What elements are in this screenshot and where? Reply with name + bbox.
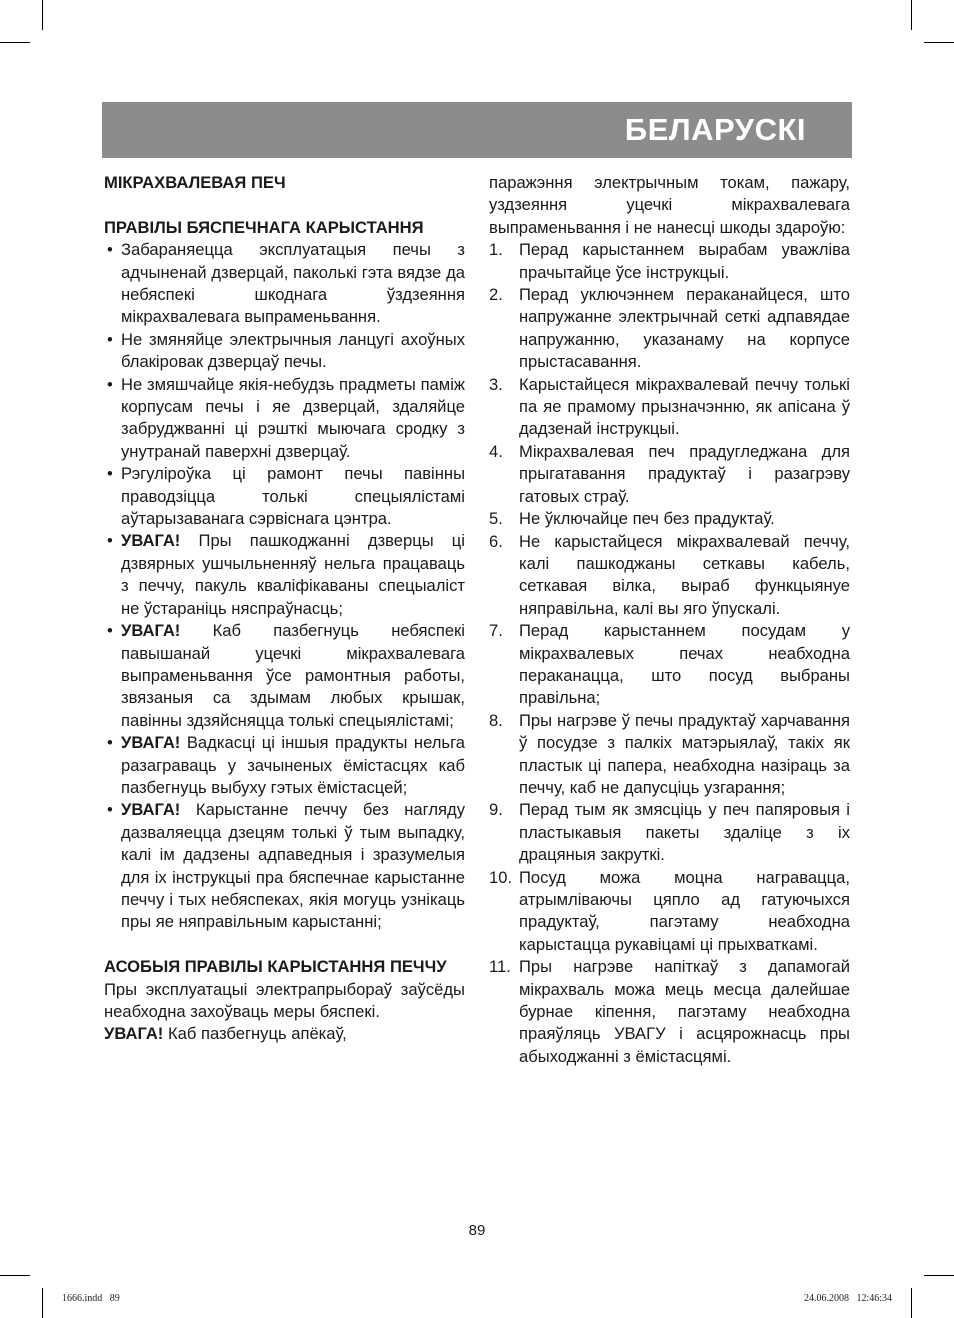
crop-mark [911, 1288, 912, 1318]
bullet-item: • Не змяшчайце якія-небудзь прадметы паміж корпусам печы і яе дзверцай, здаляйце забруджванні ці рэшткі мыючага сродку з унутранай паверхні дзверцаў. [107, 374, 465, 461]
intro-paragraph: Пры эксплуатацыі электрапрыбораў заўсёды неабходна захоўваць меры бяспекі. [104, 979, 465, 1021]
language-title: БЕЛАРУСКІ [624, 112, 806, 147]
bullet-item: • УВАГА! Пры пашкоджанні дзверцы ці дзвярных ушчыльненняў нельга працаваць з печчу, пакуль кваліфікаваны спецыаліст не ўстараніць няспраўнасць; [107, 531, 465, 618]
crop-mark [924, 1275, 954, 1276]
footer-datetime: 24.06.2008 12:46:34 [803, 1293, 892, 1304]
numbered-list [489, 239, 850, 1068]
crop-mark [924, 42, 954, 43]
right-column [489, 172, 850, 1068]
left-column [104, 172, 465, 1046]
numbered-item: 8. Пры нагрэве ў печы прадуктаў харчавання ў посудзе з палкіх матэрыялаў, такіх як пластык ці папера, неабходна назіраць за печчу, каб не дапусціць узгарання; [489, 710, 850, 797]
numbered-item: 9. Перад тым як змясціць у печ папяровыя і пластыкавыя пакеты здаліце з іх драцяныя закруткі. [489, 800, 850, 865]
numbered-item: 1. Перад карыстаннем вырабам уважліва прачытайце ўсе інструкцыі. [489, 240, 850, 282]
bullet-item: • УВАГА! Карыстанне печчу без нагляду дазваляецца дзецям толькі ў тым выпадку, калі ім дадзены адпаведныя і зразумелыя для іх інструкцыі пра бяспечнае карыстанне печчу і тых небяспеках, якія могуць узнікаць пры яе няправільным карыстанні; [107, 800, 465, 932]
crop-mark [911, 0, 912, 30]
numbered-item: 10. Посуд можа моцна награвацца, атрымліваючы цяпло ад гатуючыхся прадуктаў, пагэтаму неабходна карыстацца рукавіцамі ці прыхваткамі. [489, 867, 850, 954]
footer-file: 1666.indd 89 [62, 1293, 120, 1304]
numbered-item: 5. Не ўключайце печ без прадуктаў. [489, 509, 775, 529]
bullet-item: • УВАГА! Вадкасці ці іншыя прадукты нельга разаграваць у зачыненых ёмістасцях каб пазбегнуць выбуху гэтых ёмістасцей; [107, 733, 465, 797]
special-rules-heading: АСОБЫЯ ПРАВІЛЫ КАРЫСТАННЯ ПЕЧЧУ [104, 957, 447, 977]
numbered-item: 7. Перад карыстаннем посудам у мікрахвалевых печах неабходна пераканацца, што посуд выбраны правільна; [489, 621, 850, 708]
crop-mark [42, 1288, 43, 1318]
safety-bullet-list [104, 239, 465, 934]
numbered-item: 2. Перад уключэннем пераканайцеся, што напружанне электрычнай сеткі адпавядае напружанню, указанаму на корпусе прыстасавання. [489, 285, 850, 372]
numbered-item: 3. Карыстайцеся мікрахвалевай печчу толькі па яе прамому прызначэнню, як апісана ў дадзенай інструкцыі. [489, 374, 850, 439]
continued-paragraph: паражэння электрычным токам, пажару, уздзеяння уцечкі мікрахвалевага выпраменьвання і не нанесці шкоды здароўю: [489, 173, 850, 237]
section-title: МІКРАХВАЛЕВАЯ ПЕЧ [104, 173, 286, 192]
numbered-item: 11. Пры нагрэве напіткаў з дапамогай мікрахваль можа мець месца далейшае бурнае кіпення, пагэтаму неабходна праяўляць УВАГУ і асцярожнасць пры абыходжанні з ёмістасцямі. [489, 957, 850, 1066]
page-number: 89 [468, 1222, 486, 1239]
language-header-bar [102, 102, 852, 158]
crop-mark [42, 0, 43, 30]
crop-mark [0, 42, 30, 43]
bullet-item: • Забараняецца эксплуатацыя печы з адчыненай дзверцай, паколькі гэта вядзе да небяспекі шкоднага ўздзеяння мікрахвалевага выпраменьвання. [107, 240, 465, 327]
crop-mark [0, 1275, 30, 1276]
numbered-item: 6. Не карыстайцеся мікрахвалевай печчу, калі пашкоджаны сеткавы кабель, сеткавая вілка, выраб функцыянуе няправільна, калі вы яго ўпускалі. [489, 531, 850, 618]
bullet-item: • УВАГА! Каб пазбегнуць небяспекі павышанай уцечкі мікрахвалевага выпраменьвання ўсе рамонтныя работы, звязаныя са здымам любых крышак, павінны здзяйсняцца толькі спецыялістамі; [107, 621, 465, 730]
safety-rules-heading: ПРАВІЛЫ БЯСПЕЧНАГА КАРЫСТАННЯ [104, 217, 424, 237]
bullet-item: • Не змяняйце электрычныя ланцугі ахоўных блакіровак дзверцаў печы. [107, 329, 465, 372]
warning-paragraph: УВАГА! Каб пазбегнуць апёкаў, [104, 1024, 347, 1044]
bullet-item: • Рэгуліроўка ці рамонт печы павінны праводзіцца толькі спецыялістамі аўтарызаванага сэрвіснага цэнтра. [107, 464, 465, 529]
numbered-item: 4. Мікрахвалевая печ прадугледжана для прыгатавання прадуктаў і разагрэву гатовых страў. [489, 441, 850, 506]
